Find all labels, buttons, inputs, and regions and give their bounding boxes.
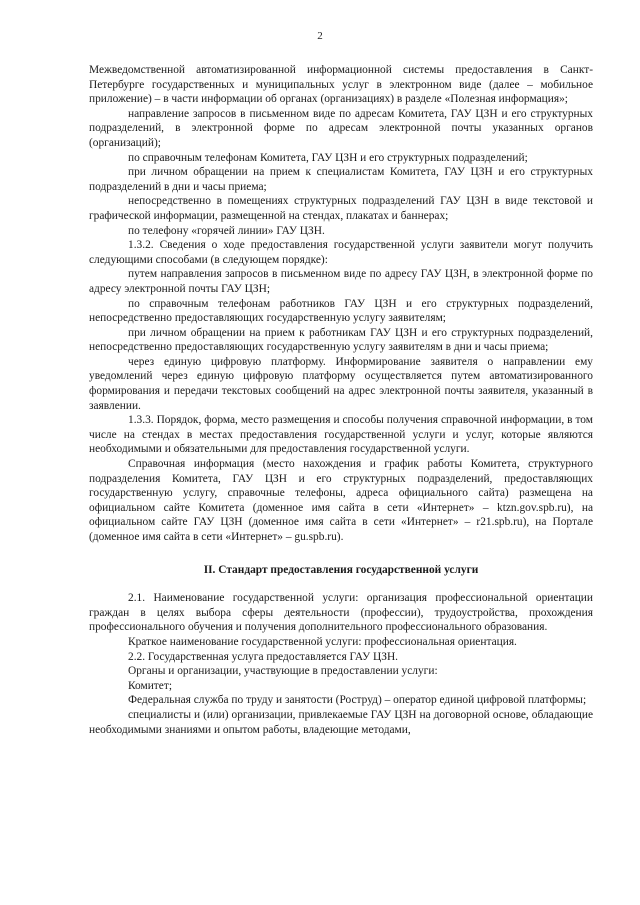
paragraph: Федеральная служба по труду и занятости (Роструд) – оператор единой цифровой платформы;	[128, 694, 587, 707]
paragraph: при личном обращении на прием к работникам ГАУ ЦЗН и его структурных подразделений, непосредственно предоставляющих государственную услугу заявителям в дни и часы приема;	[89, 326, 593, 354]
paragraph: по справочным телефонам Комитета, ГАУ ЦЗН и его структурных подразделений;	[128, 151, 528, 164]
paragraph: путем направления запросов в письменном виде по адресу ГАУ ЦЗН, в электронной форме по адресу электронной почты ГАУ ЦЗН;	[89, 268, 593, 295]
paragraph: 2.2. Государственная услуга предоставляется ГАУ ЦЗН.	[128, 650, 399, 663]
paragraph: Межведомственной автоматизированной информационной системы предоставления в Санкт-Петербурге государственных и муниципальных услуг в электронном виде (далее – мобильное приложение) – в части информации об органах (организациях) в разделе «Полезная информация»;	[89, 64, 593, 106]
section-heading: II. Стандарт предоставления государственной услуги	[203, 563, 479, 576]
paragraph: 1.3.2. Сведения о ходе предоставления государственной услуги заявители могут получить следующими способами (в следующем порядке):	[89, 239, 593, 266]
paragraph: по справочным телефонам работников ГАУ ЦЗН и его структурных подразделений, непосредственно предоставляющих государственную услугу заявителям;	[89, 297, 593, 325]
paragraph: Комитет;	[128, 679, 172, 692]
paragraph: Органы и организации, участвующие в предоставлении услуги:	[128, 665, 438, 678]
paragraph: по телефону «горячей линии» ГАУ ЦЗН.	[128, 224, 325, 237]
paragraph: Краткое наименование государственной услуги: профессиональная ориентация.	[128, 635, 517, 648]
page-number: 2	[317, 30, 323, 42]
paragraph: через единую цифровую платформу. Информирование заявителя о направлении ему уведомлений через единую цифровую платформу осуществляется путем автоматизированного формирования и передачи текстовых сообщений на адрес электронной почты заявителя, указанный в заявлении.	[89, 355, 593, 412]
paragraph: непосредственно в помещениях структурных подразделений ГАУ ЦЗН в виде текстовой и графической информации, размещенной на стендах, плакатах и баннерах;	[89, 195, 593, 222]
paragraph: 1.3.3. Порядок, форма, место размещения и способы получения справочной информации, в том числе на стендах в местах предоставления государственной услуги и услуг, которые являются необходимыми и обязательными для предоставления государственной услуги.	[89, 414, 593, 456]
paragraph: специалисты и (или) организации, привлекаемые ГАУ ЦЗН на договорной основе, обладающие необходимыми знаниями и опытом работы, владеющие методами,	[89, 708, 593, 736]
paragraph: направление запросов в письменном виде по адресам Комитета, ГАУ ЦЗН и его структурных подразделений, в электронной форме по адресам электронной почты указанных органов (организаций);	[89, 107, 593, 149]
paragraph: 2.1. Наименование государственной услуги: организация профессиональной ориентации граждан в целях выбора сферы деятельности (профессии), трудоустройства, прохождения профессионального обучения и получения дополнительного профессионального образования.	[89, 592, 593, 634]
paragraph: при личном обращении на прием к специалистам Комитета, ГАУ ЦЗН и его структурных подразделений в дни и часы приема;	[89, 166, 593, 193]
paragraph: Справочная информация (место нахождения и график работы Комитета, структурного подразделения Комитета, ГАУ ЦЗН и его структурных подразделений, предоставляющих государственную услугу, справочные телефоны, адреса официального сайта) размещена на официальном сайте Комитета (доменное имя сайта в сети «Интернет» – ktzn.gov.spb.ru), на официальном сайте ГАУ ЦЗН (доменное имя сайта в сети «Интернет» – r21.spb.ru), на Портале (доменное имя сайта в сети «Интернет» – gu.spb.ru).	[89, 458, 593, 543]
document-body	[89, 63, 593, 737]
